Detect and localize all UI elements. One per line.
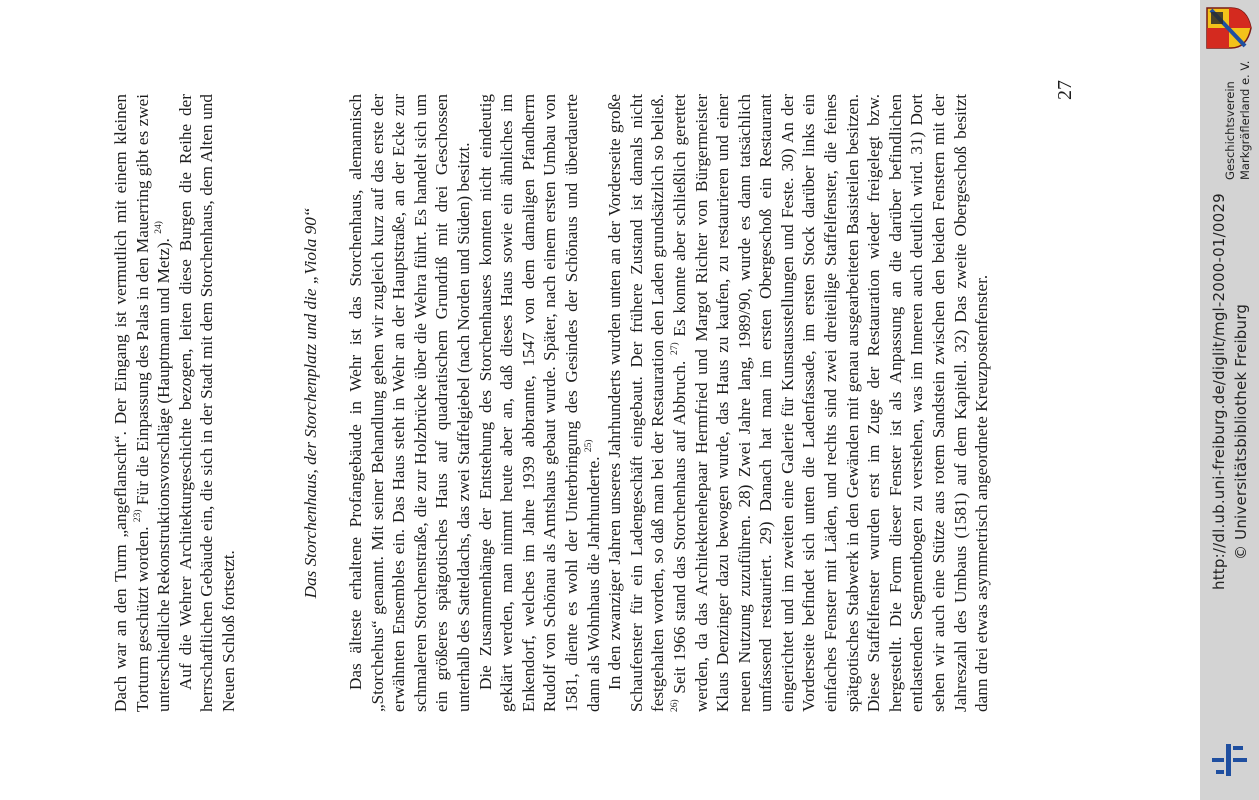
paragraph-text: Die Zusammenhänge der Entstehung des Storchenhauses konnten nicht eindeutig geklärt werden, man nimmt heute aber an, daß dieses Haus sowie ein ähnliches im Enkendorf, welches im Jahre 1939 abbrannte, 1547 von dem damaligen Pfandherrn Rudolf von Schönau als Amtshaus gebaut wurde. Später, nach einem ersten Umbau von 1581, diente es wohl der Unterbringung des Gesindes der Schönaus und überdauerte dann als Wohnhaus die Jahrhunderte.: [475, 94, 603, 712]
paragraph-text: Für die Einpassung des Palas in den Mauerring gibt es zwei unterschiedliche Rekonstruktionsvorschläge (Hauptmann und Metz).: [132, 93, 174, 712]
paragraph: [175, 94, 240, 712]
page-number: 27: [1054, 80, 1076, 100]
library-footer-strip: [1200, 0, 1259, 800]
copyright-notice: © Universitätsbibliothek Freiburg: [1232, 303, 1250, 560]
text-block-intro: [110, 94, 240, 712]
ub-freiburg-logo-icon: [1208, 738, 1252, 782]
paragraph-text: Seit 1966 stand das Storchenhaus auf Abbruch.: [669, 360, 689, 694]
paragraph-text: Das älteste erhaltene Profangebäude in Wehr ist das Storchenhaus, alemannisch „Storchehus“ genannt. Mit seiner Behandlung gehen wir zugleich kurz auf das erste der erwähnten Ensembles ein. Das Haus steht in Wehr an der Hauptstraße, an der Ecke zur schmaleren Storchenstraße, die zur Holzbrücke über die Wehra führt. Es handelt sich um ein größeres spätgotisches Haus auf quadratischem Grundriß mit drei Geschossen unterhalb des Satteldachs, das zwei Staffelgiebel (nach Norden und Süden) besitzt.: [346, 94, 473, 712]
paragraph: [475, 94, 605, 712]
paragraph-text: Es konnte aber schließlich gerettet werden, da das Architektenehepaar Hermfried und Margot Richter von Bürgermeister Klaus Denzinger dazu bewogen wurde, das Haus zu kaufen, zu restaurieren und einer neuen Nutzung zuzuführen. 28) Zwei Jahre lang, 1989/90, wurde es dann tatsächlich umfassend restauriert. 29) Danach hat man im ersten Obergeschoß ein Restaurant eingerichtet und im zweiten eine Galerie für Kunstausstellungen und Feste. 30) An der Vorderseite befindet sich unten die Ladenfassade, im ersten Stock darüber links ein einfaches Fenster mit Läden, und rechts sind zwei dreiteilige Staffelfenster, die feines spätgotisches Stabwerk in den Gewänden mit genau ausgearbeiteten Basisteilen besitzen. Diese Staffelfenster wurden erst im Zuge der Restauration wieder freigelegt bzw. hergestellt. Die Form dieser Fenster ist als Anpassung an die darüber befindlichen entlastenden Segmentbogen zu verstehen, was im Inneren auch deutlich wird. 31) Dort sehen wir auch eine Stütze aus rotem Sandstein zwischen den beiden Fenstern mit der Jahreszahl des Umbaus (1581) auf dem Kapitell. 32) Das zweite Obergeschoß besitzt dann drei etwas asymmetrisch angeordnete Kreuzpostenfenster.: [669, 93, 992, 712]
publisher-name-line2: Markgräflerland e. V.: [1238, 60, 1252, 180]
footnote-ref: 25): [583, 439, 594, 453]
footnote-ref: 23): [132, 509, 143, 523]
footnote-ref: 24): [154, 221, 165, 234]
paragraph: [604, 94, 993, 712]
text-block-main: [345, 94, 993, 712]
coat-of-arms-icon: [1205, 6, 1253, 50]
paragraph: [345, 94, 475, 712]
paragraph-text: Auf die Wehrer Architekturgeschichte bezogen, leiten diese Burgen die Reihe der herrschaftlichen Gebäude ein, die sich in der Stadt mit dem Storchenhaus, dem Alten und Neuen Schloß fortsetzt.: [175, 94, 238, 712]
document-url[interactable]: http://dl.ub.uni-freiburg.de/diglit/mgl-2000-01/0029: [1210, 193, 1228, 590]
footnote-ref: 27): [670, 342, 681, 355]
paragraph-text: In den zwanziger Jahren unseres Jahrhunderts wurden unten an der Vorderseite große Schaufenster für ein Ladengeschäft eingebaut. Der frühere Zustand ist damals nicht festgehalten worden, so daß man bei der Restauration den Laden grundsätzlich so beließ.: [605, 94, 668, 712]
footnote-ref: 26): [670, 699, 681, 712]
publisher-name: Geschichtsverein: [1223, 81, 1237, 180]
section-heading: Das Storchenhaus, der Storchenplatz und die „Viola 90“: [301, 207, 320, 599]
paragraph-text: Dach war an den Turm „angeflanscht“. Der Eingang ist vermutlich mit einem kleinen Torturm geschützt worden.: [111, 94, 152, 712]
paragraph: [110, 94, 175, 712]
